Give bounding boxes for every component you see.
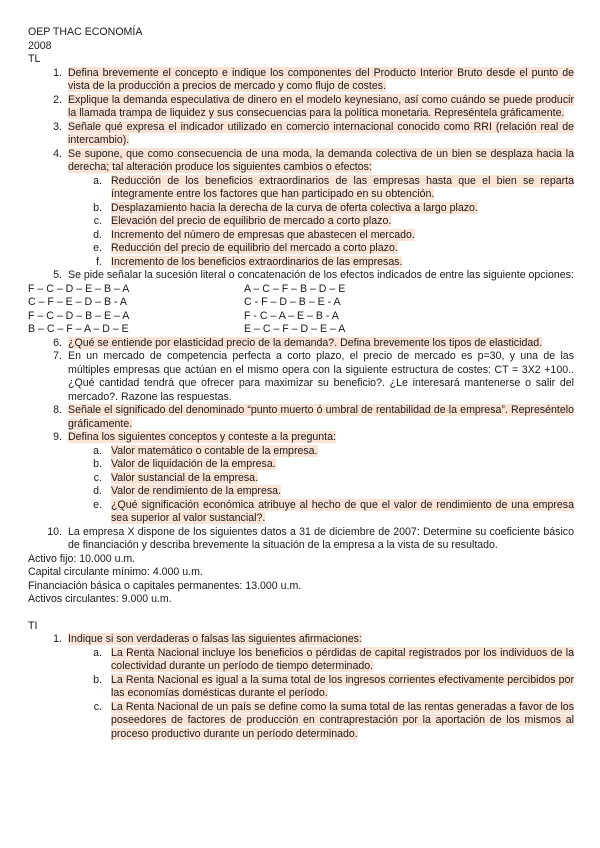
question-text: Defina brevemente el concepto e indique los componentes del Producto Interior Bruto desde el punto de vista de la producción a precios de mercado y como flujo de costes. <box>68 66 574 92</box>
question-3 <box>28 121 574 148</box>
item-text: Incremento del número de empresas que abastecen el mercado. <box>111 228 415 241</box>
item-letter: f. <box>96 255 102 268</box>
question-text: Explique la demanda especulativa de dinero en el modelo keynesiano, así como cuándo se puede producir la llamada trampa de liquidez y sus consecuencias para la política monetaria. Represéntela gráficamente. <box>68 93 574 119</box>
question-6 <box>28 337 574 351</box>
option-sequence: C – F – E – D – B - A <box>28 296 127 308</box>
item-letter: d. <box>93 228 102 241</box>
item-letter: a. <box>93 174 102 187</box>
question-number: 10. <box>47 525 62 538</box>
question-number: 1. <box>53 66 62 79</box>
section-tl-heading: TL <box>28 53 41 65</box>
data-line: Activo fijo: 10.000 u.m. <box>28 552 136 565</box>
question-10 <box>28 526 574 553</box>
item-text: Desplazamiento hacia la derecha de la curva de oferta colectiva a largo plazo. <box>111 201 478 214</box>
item-text: Valor matemático o contable de la empresa. <box>111 444 318 457</box>
item-text: Valor de liquidación de la empresa. <box>111 458 276 470</box>
item-text: Valor sustancial de la empresa. <box>111 471 259 484</box>
item-text: La Renta Nacional de un país se define como la suma total de las rentas generadas a favor de los poseedores de factores de producción en contraprestación por la aportación de los mismos al proceso productivo durante un período determinado. <box>111 700 574 740</box>
item-text: Valor de rendimiento de la empresa. <box>111 485 281 497</box>
question-text: Señale el significado del denominado “punto muerto ó umbral de rentabilidad de la empresa”. Represéntelo gráficamente. <box>68 404 574 430</box>
item-letter: b. <box>93 673 102 686</box>
question-text: La empresa X dispone de los siguientes datos a 31 de diciembre de 2007: Determine su coeficiente básico de financiación y describa brevemente la situación de la empresa a la vista de su resultado. <box>68 525 574 551</box>
data-line: Financiación básica o capitales permanentes: 13.000 u.m. <box>28 579 302 592</box>
option-sequence: F – C – D – B – E – A <box>28 309 130 322</box>
item-text: ¿Qué significación económica atribuye al hecho de que el valor de rendimiento de una empresa sea superior al valor sustancial?. <box>111 498 574 524</box>
question-number: 6. <box>53 336 62 349</box>
question-5 <box>28 269 574 283</box>
q4-item-d <box>28 229 574 243</box>
q9-item-b <box>28 458 574 472</box>
q9-item-e <box>28 499 574 526</box>
question-text: Defina los siguientes conceptos y conteste a la pregunta: <box>68 431 336 443</box>
ti-item-b <box>28 674 574 701</box>
question-9 <box>28 431 574 445</box>
item-text: Reducción del precio de equilibrio del mercado a corto plazo. <box>111 242 398 254</box>
section-ti-heading: TI <box>28 619 38 632</box>
question-number: 4. <box>53 147 62 160</box>
question-text: En un mercado de competencia perfecta a corto plazo, el precio de mercado es p=30, y una de las múltiples empresas que actúan en el mismo opera con la siguiente estructura de costes: CT = 3X2 +100.. ¿Qué cantidad tendrá que ofrecer para maximizar su beneficio?. ¿Le interesará mantenerse o salir del mercado?. Razone las respuestas. <box>68 350 574 403</box>
q9-item-a <box>28 445 574 459</box>
item-letter: c. <box>93 471 102 484</box>
q4-item-b <box>28 202 574 216</box>
item-text: Reducción de los beneficios extraordinarios de las empresas hasta que el bien se reparta íntegramente entre los factores que han participado en su obtención. <box>111 174 574 200</box>
item-letter: b. <box>93 201 102 214</box>
q4-item-e <box>28 242 574 256</box>
question-text: Señale qué expresa el indicador utilizado en comercio internacional conocido como RRI (relación real de intercambio). <box>68 120 574 146</box>
exam-year: 2008 <box>28 39 52 52</box>
item-letter: c. <box>93 215 102 227</box>
option-sequence: C - F – D – B – E - A <box>244 296 341 308</box>
question-number: 5. <box>53 269 62 281</box>
question-7 <box>28 350 574 404</box>
question-number: 8. <box>53 404 62 416</box>
q4-item-c <box>28 215 574 229</box>
q5-options <box>28 283 574 337</box>
item-letter: b. <box>93 458 102 470</box>
item-text: Incremento de los beneficios extraordinarios de las empresas. <box>111 255 403 268</box>
question-number: 9. <box>53 431 62 443</box>
question-number: 7. <box>53 350 62 362</box>
item-letter: e. <box>93 498 102 511</box>
item-letter: c. <box>93 700 102 713</box>
ti-item-a <box>28 647 574 674</box>
option-sequence: A – C – F – B – D – E <box>244 282 346 295</box>
item-text: La Renta Nacional es igual a la suma total de los ingresos corrientes efectivamente percibidos por las economías domésticas durante el período. <box>111 673 574 699</box>
option-sequence: E – C – F – D – E – A <box>244 323 346 335</box>
question-text: Indique si son verdaderas o falsas las siguientes afirmaciones: <box>68 633 362 645</box>
question-8 <box>28 404 574 431</box>
ti-item-c <box>28 701 574 742</box>
question-text: Se supone, que como consecuencia de una moda, la demanda colectiva de un bien se desplaza hacia la derecha; tal alteración produce los siguientes cambios o efectos: <box>68 147 574 173</box>
question-text: ¿Qué se entiende por elasticidad precio de la demanda?. Defina brevemente los tipos de elasticidad. <box>68 336 543 349</box>
exam-title: OEP THAC ECONOMÍA <box>28 26 143 38</box>
item-letter: d. <box>93 485 102 497</box>
question-number: 1. <box>53 633 62 645</box>
item-letter: a. <box>93 646 102 659</box>
item-letter: e. <box>93 242 102 254</box>
item-text: Elevación del precio de equilibrio de mercado a corto plazo. <box>111 215 392 227</box>
item-letter: a. <box>93 444 102 457</box>
q9-item-c <box>28 472 574 486</box>
item-text: La Renta Nacional incluye los beneficios o pérdidas de capital registrados por los individuos de la colectividad durante un período de tiempo determinado. <box>111 646 574 672</box>
question-number: 2. <box>53 93 62 106</box>
question-number: 3. <box>53 120 62 133</box>
option-sequence: B – C – F – A – D – E <box>28 323 129 335</box>
question-1 <box>28 67 574 94</box>
data-line: Capital circulante mínimo: 4.000 u.m. <box>28 566 203 578</box>
option-sequence: F – C – D – E – B – A <box>28 282 130 295</box>
ti-question-1 <box>28 633 574 647</box>
question-text: Se pide señalar la sucesión literal o concatenación de los efectos indicados de entre las siguiente opciones: <box>68 269 574 281</box>
q4-item-a <box>28 175 574 202</box>
option-sequence: F - C – A – E – B - A <box>244 309 339 322</box>
question-2 <box>28 94 574 121</box>
q9-item-d <box>28 485 574 499</box>
data-line: Activos circulantes: 9.000 u.m. <box>28 593 172 605</box>
question-4 <box>28 148 574 175</box>
q4-item-f <box>28 256 574 270</box>
